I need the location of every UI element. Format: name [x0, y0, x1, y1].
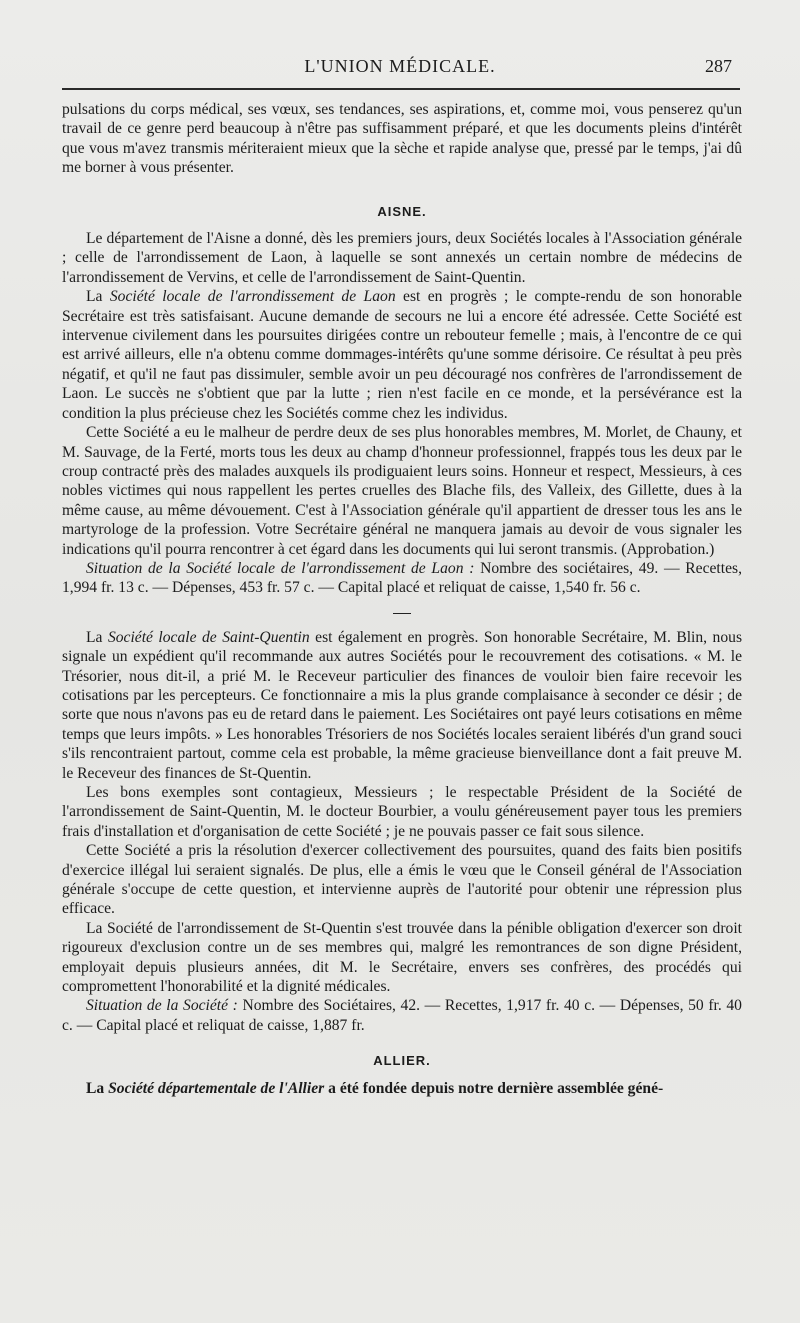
- aisne-situation-saint-quentin: [62, 996, 742, 1035]
- page-header: [60, 56, 740, 82]
- allier-paragraph-1: [62, 1079, 742, 1098]
- aisne-paragraph-2-lead: La: [86, 288, 103, 306]
- aisne-paragraph-8: La Société de l'arrondissement de St-Quentin s'est trouvée dans la pénible obligation d'exercer son droit rigoureux d'exclusion contre un de ses membres qui, malgré les remontrances de son digne Président, employait depuis plusieurs années, dit M. le Secrétaire, envers ses confrères, des procédés qui compromettent l'honorabilité et la dignité médicales.: [62, 919, 742, 996]
- section-heading-aisne: AISNE.: [377, 203, 427, 219]
- aisne-paragraph-saint-quentin: [62, 628, 742, 783]
- allier-paragraph-1-text: a été fondée depuis notre dernière assemblée géné-: [328, 1079, 664, 1097]
- aisne-situation-laon: [62, 559, 742, 598]
- running-title: L'UNION MÉDICALE.: [304, 56, 496, 76]
- page-number: 287: [705, 56, 732, 76]
- aisne-paragraph-6: Les bons exemples sont contagieux, Messieurs ; le respectable Président de la Société de l'arrondissement de Saint-Quentin, M. le docteur Bourbier, a voulu généreusement payer tous les premiers frais d'installation et d'organisation de cette Société ; je ne pouvais passer ce fait sous silence.: [62, 784, 742, 840]
- situation-saint-quentin-label: Situation de la Société :: [86, 997, 238, 1015]
- allier-paragraph-1-lead: La: [86, 1079, 105, 1097]
- situation-saint-quentin-figures: Nombre des Sociétaires, 42. — Recettes, 1,917 fr. 40 c. — Dépenses, 50 fr. 40 c. — Capital placé et reliquat de caisse, 1,887 fr.: [62, 997, 742, 1034]
- allier-paragraph-1-society: Société départementale de l'Allier: [108, 1079, 325, 1097]
- header-rule: [62, 88, 740, 90]
- aisne-paragraph-5-society: Société locale de Saint-Quentin: [107, 628, 310, 646]
- section-heading-allier: ALLIER.: [373, 1053, 431, 1069]
- aisne-paragraph-5-lead: La: [86, 628, 103, 646]
- intro-paragraph: pulsations du corps médical, ses vœux, ses tendances, ses aspirations, et, comme moi, vous penserez qu'un travail de ce genre perd beaucoup à n'être pas suffisamment préparé, et que les documents pleins d'intérêt que vous m'avez transmis mériteraient mieux que la sèche et rapide analyse que, pressé par le temps, j'ai dû me borner à vous présenter.: [62, 101, 742, 177]
- aisne-paragraph-1: Le département de l'Aisne a donné, dès les premiers jours, deux Sociétés locales à l'Association générale ; celle de l'arrondissement de Laon, à laquelle se sont annexés un certain nombre de médecins de l'arrondissement de Vervins, et celle de l'arrondissement de Saint-Quentin.: [62, 230, 742, 286]
- situation-laon-figures: Nombre des sociétaires, 49. — Recettes, 1,994 fr. 13 c. — Dépenses, 453 fr. 57 c. — Capital placé et reliquat de caisse, 1,540 fr. 56 c.: [62, 559, 742, 597]
- aisne-paragraph-7: Cette Société a pris la résolution d'exercer collectivement des poursuites, quand des faits bien positifs d'exercice illégal lui seraient signalés. De plus, elle a émis le vœu que le Conseil général de l'Association générale s'occupe de cette question, et intervienne auprès de l'autorité pour obtenir une répression plus efficace.: [62, 842, 742, 918]
- aisne-paragraph-2-society: Société locale de l'arrondissement de Laon: [109, 288, 396, 306]
- aisne-paragraph-2: [62, 287, 742, 423]
- aisne-paragraph-2-text: est en progrès ; le compte-rendu de son honorable Secrétaire est très satisfaisant. Aucune demande de secours ne lui a encore été adressée. Cette Société est intervenue civilement dans les poursuites dirigées contre un rebouteur femelle ; mais, à l'encontre de ce qui est arrivé ailleurs, elle n'a obtenu comme dommages-intérêts qu'une somme dérisoire. Ce résultat à peu près négatif, et qu'il ne faut pas dissimuler, semble avoir un peu découragé nos confrères de l'arrondissement de Laon. Le succès ne s'obtient que par la lutte ; rien n'est facile en ce monde, et la persévérance est la condition la plus précieuse chez les Sociétés comme chez les individus.: [62, 288, 742, 422]
- aisne-paragraph-5-text: est également en progrès. Son honorable Secrétaire, M. Blin, nous signale un expédient qu'il recommande aux autres Sociétés pour le recouvrement des cotisations. « M. le Trésorier, nous dit-il, a prié M. le Receveur particulier des finances de vouloir bien faire recevoir les cotisations par les percepteurs. Ce fonctionnaire a mis la plus grande complaisance à seconder ce désir ; de sorte que nous n'avons pas eu de retard dans le paiement. Les Sociétaires ont payé leurs cotisations en même temps que leurs impôts. » Les honorables Trésoriers de nos Sociétés locales seraient libérés d'un grand souci s'ils rencontraient partout, comme cela est probable, la même gracieuse bienveillance dont a fait preuve M. le Receveur des finances de St-Quentin.: [62, 628, 743, 782]
- section-divider: [62, 600, 742, 626]
- aisne-paragraph-3: Cette Société a eu le malheur de perdre deux de ses plus honorables membres, M. Morlet, de Chauny, et M. Sauvage, de la Ferté, morts tous les deux au champ d'honneur professionnel, frappés tous les deux par le croup contracté près des malades auxquels ils prodiguaient leurs soins. Honneur et respect, Messieurs, à ces nobles victimes qui nous rappellent les pertes cruelles des Blache fils, des Valleix, des Gillette, dues à la même cause, au même dévouement. C'est à l'Association générale qu'il appartient de dresser tous les ans le martyrologe de la profession. Votre Secrétaire général ne manquera jamais au devoir de vous signaler les indications qu'il pourra rencontrer à cet égard dans les documents qui lui seront transmis. (Approbation.): [62, 424, 742, 558]
- page-body: [62, 100, 742, 1098]
- situation-laon-label: Situation de la Société locale de l'arrondissement de Laon :: [86, 559, 475, 577]
